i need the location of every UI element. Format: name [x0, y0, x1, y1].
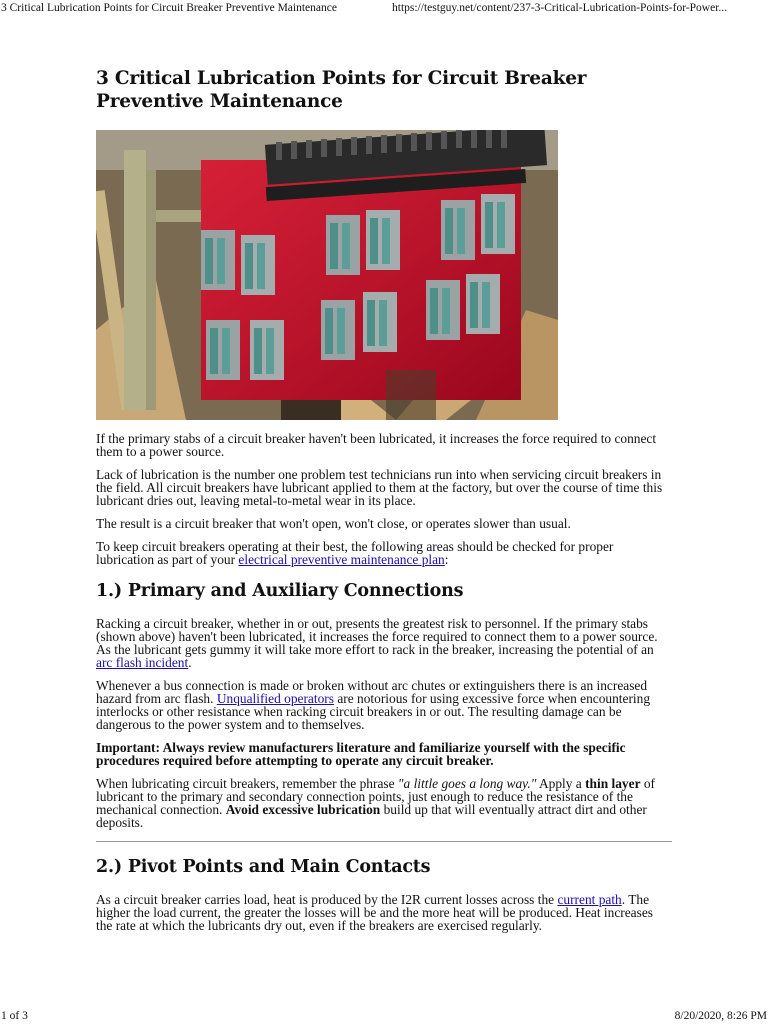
p3-part-a: When lubricating circuit breakers, remember the phrase [96, 776, 398, 791]
p3-quote: "a little goes a long way." [397, 776, 537, 791]
p3-thin-layer: thin layer [585, 776, 641, 791]
intro-paragraph-2: Lack of lubrication is the number one problem test technicians run into when servicing circuit breakers in the field. All circuit breakers have lubricant applied to them at the factory, but over the course of time this lubricant dries out, leaving metal-to-metal wear in its place. [96, 467, 663, 508]
section-2-paragraph-1 [96, 893, 672, 932]
section-1-paragraph-2 [96, 679, 672, 731]
print-header-title: 3 Critical Lubrication Points for Circuit Breaker Preventive Maintenance [1, 2, 337, 14]
article [96, 64, 672, 942]
section-1-paragraph-2-text: Whenever a bus connection is made or broken without arc chutes or extinguishers there is an increased hazard from arc flash. [96, 678, 648, 706]
section-1-heading: 1.) Primary and Auxiliary Connections [96, 581, 464, 601]
circuit-breaker-photo [96, 130, 558, 420]
intro-paragraph-4-text: To keep circuit breakers operating at their best, the following areas should be checked for proper lubrication as part of your [96, 539, 614, 567]
p3-part-d: build up that will eventually attract dirt and other deposits. [96, 802, 647, 830]
p3-part-b: Apply a [536, 776, 586, 791]
p3-avoid-excess: Avoid excessive lubrication [225, 802, 381, 817]
unqualified-operators-link[interactable]: Unqualified operators [216, 691, 334, 706]
section-1-paragraph-3 [96, 777, 672, 829]
article-title: 3 Critical Lubrication Points for Circuit Breaker Preventive Maintenance [96, 68, 587, 112]
section-divider [96, 841, 672, 842]
important-note [96, 741, 672, 767]
intro-paragraph-4-end: : [444, 552, 449, 567]
intro-paragraph-4 [96, 540, 672, 566]
section-1-paragraph-1-text: Racking a circuit breaker, whether in or out, presents the greatest risk to personnel. If the primary stabs (shown above) haven't been lubricated, it increases the force required to connect them to a power source. As the lubricant gets gummy it will take more effort to rack in the breaker, increasing the potential of an [96, 616, 658, 657]
section-2-heading: 2.) Pivot Points and Main Contacts [96, 857, 431, 877]
section-1-paragraph-1 [96, 617, 672, 669]
page-count: 1 of 3 [1, 1010, 28, 1022]
section-2-paragraph-1-text: As a circuit breaker carries load, heat is produced by the I2R current losses across the [96, 892, 558, 907]
pm-plan-link[interactable]: electrical preventive maintenance plan [238, 552, 445, 567]
print-datetime: 8/20/2020, 8:26 PM [674, 1010, 767, 1022]
section-2-paragraph-1-end: . The higher the load current, the greater the losses will be and the more heat will be produced. Heat increases the rate at which the lubricants dry out, even if the breakers are exercised regularly. [96, 892, 653, 933]
current-path-link[interactable]: current path [557, 892, 622, 907]
print-footer [0, 1008, 768, 1024]
section-1-paragraph-1-end: . [188, 655, 192, 670]
section-1-paragraph-2-end: are notorious for using excessive force when encountering interlocks or other resistance when racking circuit breakers in or out. The resulting damage can be dangerous to the power system and to themselves. [96, 691, 651, 732]
important-note-text: Important: Always review manufacturers literature and familiarize yourself with the specific procedures required before attempting to operate any circuit breaker. [96, 740, 626, 768]
intro-paragraph-3: The result is a circuit breaker that won't open, won't close, or operates slower than usual. [96, 516, 571, 531]
print-header-url: https://testguy.net/content/237-3-Critical-Lubrication-Points-for-Power... [392, 2, 728, 14]
intro-paragraph-1: If the primary stabs of a circuit breaker haven't been lubricated, it increases the force required to connect them to a power source. [96, 431, 657, 459]
print-header [0, 0, 768, 16]
arc-flash-incident-link[interactable]: arc flash incident [96, 655, 189, 670]
p3-part-c: of lubricant to the primary and secondary connection points, just enough to reduce the resistance of the mechanical connection. [96, 776, 656, 817]
